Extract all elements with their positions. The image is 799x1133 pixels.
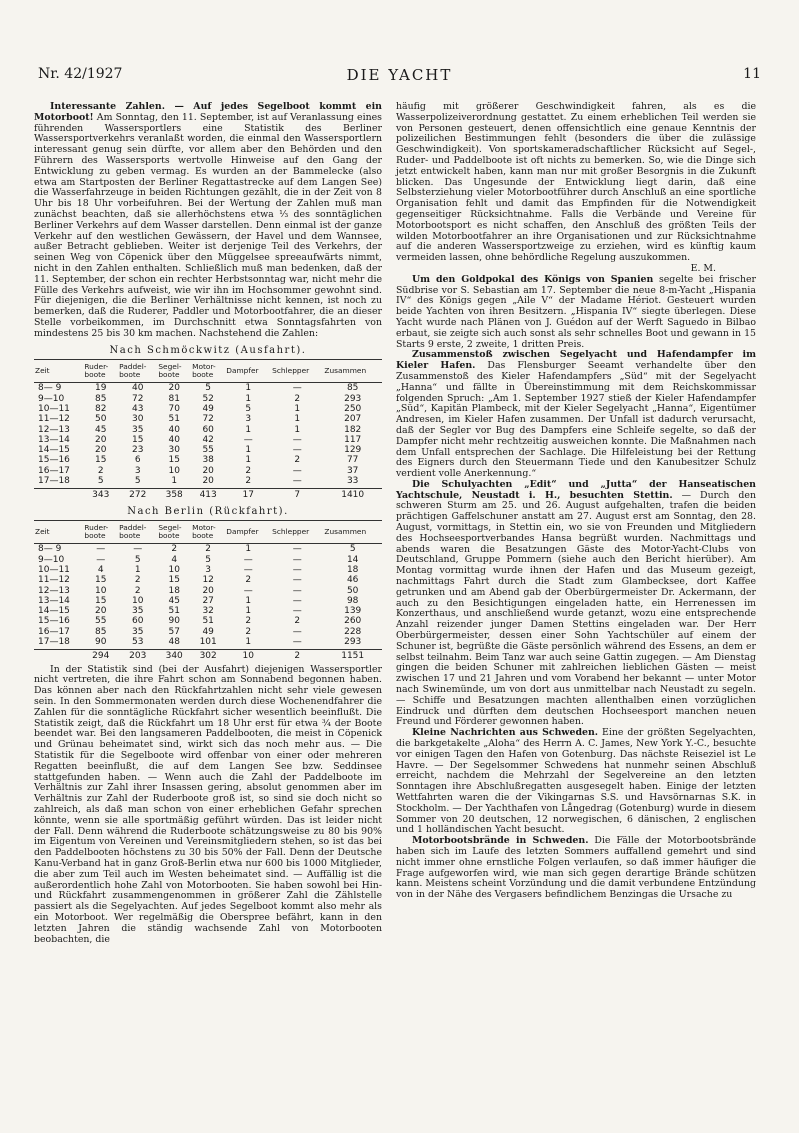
table-cell: 3 <box>245 414 252 425</box>
article-school-yachts <box>396 480 756 728</box>
table-cell: 15 <box>95 455 107 466</box>
table-row <box>34 383 382 394</box>
table-cell: 2 <box>134 585 141 596</box>
column-header: Dampfer <box>225 360 271 383</box>
article-school-yachts-text: — Durch den schweren Sturm am 25. und 26. August aufgehalten, trafen die beiden prächtigen Gaffelschuner anstatt am 27. August erst am Sonntag, den 28. August, vormittags, in Stettin ein, wo sie von Freunden und Mitgliedern des Hochseesportverbandes Hansa begrüßt wurden. Nachmittags und abends waren die Besatzungen Gäste des Motor-Yacht-Clubs von Deutschland, Gruppe Pommern (siehe auch den Bericht hierüber). Am Montag vormittag wurde ihnen der Hafen und das Museum gezeigt, nachmittags Fahrt durch die Stadt zum Glambecksee, dort Kaffee getrunken und am Abend gab der Oberbürgermeister Dr. Ackermann, der auch zu den Besichtigungen eingeladen hatte, ein Herrenessen im Konzerthaus, und anschließend wurde getanzt, wozu eine entsprechende Anzahl reizender junger Damen Stettins eingeladen war. Der Herr Oberbürgermeister, dessen einer Sohn Yachtschüler auf einem der Schuner ist, begrüßte die Gäste persönlich während des Essens, an dem er selbst teilnahm. Beim Tanz war auch seine Gattin zugegen. — Am Dienstag gingen die beiden Schuner mit zahlreichen lieblichen Gästen — meist zwischen 17 und 21 Jahren und vom Vorabend her bekannt — unter Motor nach Swinemünde, um von dort aus unmittelbar nach Neustadt zu segeln. — Schiffe und Besatzungen machten allenthalben einen vorzüglichen Eindruck und dürften dem deutschen Hochseesport manchen neuen Freund und Förderer gewonnen haben. <box>396 489 757 728</box>
table-cell: 3 <box>134 465 141 476</box>
table-cell: 5 <box>134 554 141 565</box>
table-cell: 50 <box>95 414 107 425</box>
table-row <box>34 596 382 606</box>
table-cell: 15—16 <box>38 616 70 627</box>
table-cell: 70 <box>168 403 180 414</box>
table-cell: 2 <box>171 544 178 555</box>
table-cell: — <box>292 476 302 486</box>
table-total-row <box>34 650 382 662</box>
magazine-title: DIE YACHT <box>346 66 453 84</box>
table-cell: 45 <box>168 595 180 606</box>
table-cell: 51 <box>168 606 180 617</box>
table-row <box>34 414 382 424</box>
table-cell: 3 <box>205 564 212 575</box>
table-cell: 10—11 <box>38 403 70 414</box>
table-cell: 1 <box>245 455 252 466</box>
column-header: Ruder- boote <box>83 521 118 544</box>
column-header: Zusammen <box>323 521 382 544</box>
table-cell: 10 <box>132 595 144 606</box>
table-cell: 6 <box>134 455 141 466</box>
article-kiel-collision-text: Das Flensburger Seeamt verhandelte über den Zusammenstoß des Kieler Hafendampfers „Süd“ mit der Segelyacht „Hanna“ und fällte in Übereinstimmung mit dem Reichskommissar folgenden Spruch: „Am 1. September 1927 stieß der Kieler Hafendampfer „Süd“, Kapitän Plambeck, mit der Kieler Segelyacht „Hanna“, Eigentümer Andresen, im Kieler Hafen zusammen. Der Unfall ist dadurch verursacht, daß der Segler vor Bug des Dampfers eine Schleife segelte, so daß der Dampfer nicht mehr rechtzeitig ausweichen konnte. Die Maßnahmen nach dem Unfall entsprechen der Sachlage. Die Hilfeleistung bei der Rettung des Eigners durch den Steuermann Tiede und den Kanubesitzer Schulz verdient volle Anerkennung.“ <box>396 360 756 480</box>
table-cell: 1 <box>245 637 252 648</box>
table-cell: 10—11 <box>38 564 70 575</box>
table-cell: 17—18 <box>38 637 70 648</box>
column-header: Zeit <box>34 521 83 544</box>
table-cell: 2 <box>245 626 252 637</box>
table-cell: 15 <box>95 575 107 586</box>
table-cell: 15 <box>168 455 180 466</box>
table-cell: 38 <box>202 455 214 466</box>
table-cell: 15 <box>132 434 144 445</box>
table-cell: — <box>243 585 253 596</box>
table-cell: 13—14 <box>38 434 70 445</box>
table-cell: — <box>292 564 302 575</box>
table-cell: 14 <box>346 554 359 565</box>
table-cell: 1 <box>245 424 252 435</box>
table-cell: 81 <box>168 393 180 404</box>
table-cell: — <box>292 383 302 394</box>
article-motorboat-fires <box>396 836 756 901</box>
table-cell: 49 <box>202 626 214 637</box>
table-row <box>34 565 382 575</box>
page-number: 11 <box>743 66 761 82</box>
table-cell: 35 <box>132 606 144 617</box>
table-cell: 1 <box>294 424 301 435</box>
table-cell: 12—13 <box>38 424 70 435</box>
table-cell: 101 <box>199 637 217 648</box>
table-cell: 14—15 <box>38 606 70 617</box>
table-cell: 2 <box>205 544 212 555</box>
page-header <box>38 66 761 86</box>
table-total-cell: 343 <box>83 489 118 501</box>
table-cell: 8— 9 <box>38 383 62 394</box>
table-cell: 14—15 <box>38 445 70 456</box>
table-total-cell: 302 <box>191 650 225 662</box>
table-cell: 16—17 <box>38 626 70 637</box>
table-cell: 51 <box>168 414 180 425</box>
table-cell: 13—14 <box>38 595 70 606</box>
table-cell: 2 <box>245 476 252 486</box>
table-row <box>34 606 382 616</box>
article-motorboat-fires-text: Die Fälle der Motorbootsbrände haben sich im Laufe des letzten Sommers auffallend gemehrt und sind nicht immer ohne ernstliche Folgen verlaufen, so daß immer häufiger die Frage aufgeworfen wird, wie man sich gegen derartige Brände schützen kann. Meistens scheint Vorzündung und die damit verbundene Entzündung von in der Nähe des Vergasers befindlichem Benzingas die Ursache zu <box>396 835 756 901</box>
table-total-cell <box>34 489 83 501</box>
table-cell: — <box>243 554 253 565</box>
table-cell: 72 <box>202 414 214 425</box>
table-cell: 1 <box>245 393 252 404</box>
table-cell: 40 <box>168 424 180 435</box>
table-cell: 40 <box>168 434 180 445</box>
column-header: Zusammen <box>323 360 382 383</box>
article-sweden-news-title: Kleine Nachrichten aus Schweden. <box>412 727 599 739</box>
table-cell: 1 <box>245 606 252 617</box>
table-cell: 18 <box>346 564 359 575</box>
table-cell: 2 <box>294 393 301 404</box>
table-cell: 19 <box>95 383 107 394</box>
table-cell: 4 <box>171 554 178 565</box>
author-signature: E. M. <box>690 262 716 274</box>
table-cell: 12 <box>202 575 214 586</box>
table-cell: 260 <box>344 616 362 627</box>
table-total-cell: 10 <box>225 650 271 662</box>
table-cell: 250 <box>344 403 362 414</box>
table-cell: 207 <box>344 414 362 425</box>
article-motorboat-fires-title: Motorbootsbrände in Schweden. <box>412 835 589 847</box>
table-cell: 40 <box>132 383 144 394</box>
table-cell: 49 <box>202 403 214 414</box>
table-cell: 5 <box>205 383 212 394</box>
column-header: Dampfer <box>225 521 271 544</box>
statistics-commentary: In der Statistik sind (bei der Ausfahrt) diejenigen Wassersportler nicht vertreten, die ihre Fahrt schon am Sonnabend begonnen haben. Das können aber nach den Rückfahrtzahlen nicht sehr viele gewesen sein. In den Sommermonaten werden durch diese Wochenendfahrer die Zahlen für die sonntägliche Rückfahrt sicher wesentlich beeinflußt. Die Statistik zeigt, daß die Rückfahrt um 18 Uhr erst für etwa ¾ der Boote beendet war. Bei den langsameren Paddelbooten, die meist in Cöpenick und Grünau beheimatet sind, wirkt sich das noch mehr aus. — Die Statistik für die Segelboote wird offenbar von einer oder mehreren Regatten beeinflußt, die auf dem Langen See bzw. Seddinsee stattgefunden haben. — Wenn auch die Zahl der Paddelboote im Verhältnis zur Zahl ihrer Insassen gering, absolut genommen aber im Verhältnis zur Zahl der Ruderboote groß ist, so sind sie doch nicht so zahlreich, als daß man schon von einer erheblichen Gefahr sprechen könnte, wenn sie alle sportmäßig geführt würden. Das ist leider nicht der Fall. Denn während die Ruderboote schätzungsweise zu 80 bis 90% im Eigentum von Vereinen und Vereinsmitgliedern stehen, so ist das bei den Paddelbooten höchstens zu 30 bis 50% der Fall. Denn der Deutsche Kanu-Verband hat in ganz Groß-Berlin etwa nur 600 bis 1000 Mitglieder, die aber zum Teil auch im Westen beheimatet sind. — Auffällig ist die außerordentlich hohe Zahl von Motorbooten. Sie haben sowohl bei Hin- und Rückfahrt zusammengenommen in größerer Zahl die Zählstelle passiert als die Segelyachten. Auf jedes Segelboot kommt also mehr als ein Motorboot. Wer regelmäßig die Oberspree befährt, kann in den letzten Jahren die ständig wachsende Zahl von Motorbooten beobachten, die <box>34 663 382 945</box>
article-spain-cup-title: Um den Goldpokal des Königs von Spanien <box>412 273 654 285</box>
table-cell: — <box>292 465 302 476</box>
column-header: Schlepper <box>271 521 323 544</box>
table-cell: 1 <box>245 445 252 456</box>
table-cell: 15—16 <box>38 455 70 466</box>
table-outbound <box>34 359 382 500</box>
table2-title: Nach Berlin (Rückfahrt). <box>127 505 289 517</box>
table-row <box>34 586 382 596</box>
article-spain-cup <box>396 275 756 351</box>
table-cell: 30 <box>168 445 180 456</box>
table-cell: 5 <box>349 544 356 555</box>
column-header: Ruder- boote <box>83 360 118 383</box>
column-header: Paddel- boote <box>118 360 157 383</box>
table-cell: 57 <box>168 626 180 637</box>
table-cell: 5 <box>97 476 104 486</box>
table1-title: Nach Schmöckwitz (Ausfahrt). <box>109 344 307 356</box>
table-cell: 77 <box>346 455 359 466</box>
column-header: Zeit <box>34 360 83 383</box>
table-row <box>34 445 382 455</box>
table-total-cell: 7 <box>271 489 323 501</box>
table-cell: 90 <box>168 616 180 627</box>
table-row <box>34 404 382 414</box>
table-cell: 85 <box>95 626 107 637</box>
column-header: Motor- boote <box>191 360 225 383</box>
table-total-cell <box>34 650 83 662</box>
table-cell: 60 <box>202 424 214 435</box>
table-cell: 5 <box>205 554 212 565</box>
table-row <box>34 575 382 585</box>
table-cell: 293 <box>344 393 362 404</box>
table-row <box>34 394 382 404</box>
table-cell: — <box>292 637 302 648</box>
table-total-cell: 2 <box>271 650 323 662</box>
table-cell: 182 <box>344 424 362 435</box>
table-cell: 27 <box>202 595 214 606</box>
table-cell: 51 <box>202 616 214 627</box>
continued-text: häufig mit größerer Geschwindigkeit fahren, als es die Wasserpolizeiverordnung gestattet. Zu einem erheblichen Teil werden sie von Personen gesteuert, denen offensichtlich eine genaue Kenntnis der polizeilichen Bestimmungen fehlt (besonders die über die zulässige Geschwindigkeit). Von sportskameradschaftlicher Rücksicht auf Segel-, Ruder- und Paddelboote ist oft nichts zu bemerken. So, wie die Dinge sich jetzt entwickelt haben, kann man nur mit großer Besorgnis in die Zukunft blicken. Das Ungesunde der Entwicklung liegt darin, daß eine Selbsterziehung vieler Motorbootführer durch Anschluß an eine sportliche Organisation fehlt und damit das Empfinden für die Notwendigkeit gegenseitiger Rücksichtnahme. Falls die Verbände und Vereine für Motorbootsport es nicht schaffen, den Anschluß des größten Teils der wilden Motorbootfahrer an ihre Organisationen und zur Rücksichtnahme auf die anderen Wassersportzweige zu erziehen, wird es künftig kaum vermeiden lassen, ohne behördliche Regelung auszukommen. <box>396 101 756 264</box>
table-row <box>34 466 382 476</box>
table-cell: 46 <box>346 575 359 586</box>
table-cell: — <box>292 554 302 565</box>
table-cell: — <box>292 445 302 456</box>
table-row <box>34 555 382 565</box>
table-cell: — <box>96 544 106 555</box>
table-cell: 17—18 <box>38 476 70 486</box>
table-cell: 8— 9 <box>38 544 62 555</box>
table-cell: 35 <box>132 424 144 435</box>
table-cell: 228 <box>344 626 362 637</box>
table-cell: 48 <box>168 637 180 648</box>
column-header: Paddel- boote <box>118 521 157 544</box>
table-cell: 60 <box>132 616 144 627</box>
table-cell: 20 <box>95 434 107 445</box>
table-cell: 90 <box>95 637 107 648</box>
table-cell: 18 <box>168 585 180 596</box>
table-cell: 20 <box>202 585 214 596</box>
table-cell: 1 <box>245 595 252 606</box>
table-cell: 15 <box>168 575 180 586</box>
table-cell: — <box>243 564 253 575</box>
table-total-cell: 358 <box>157 489 191 501</box>
table-cell: 129 <box>344 445 362 456</box>
table-header-row <box>34 360 382 383</box>
table-row <box>34 637 382 650</box>
table-cell: 2 <box>134 575 141 586</box>
table-cell: 2 <box>245 616 252 627</box>
table-cell: 1 <box>134 564 141 575</box>
table-total-cell: 17 <box>225 489 271 501</box>
table-row <box>34 627 382 637</box>
table-cell: — <box>292 595 302 606</box>
table-cell: 55 <box>202 445 214 456</box>
right-column <box>396 102 756 901</box>
table-cell: 33 <box>346 476 359 486</box>
table-cell: 4 <box>97 564 104 575</box>
table-cell: 139 <box>344 606 362 617</box>
table-cell: 20 <box>95 606 107 617</box>
table-cell: 37 <box>346 465 359 476</box>
table-cell: 52 <box>202 393 214 404</box>
table-cell: 43 <box>132 403 144 414</box>
table-total-cell: 1151 <box>323 650 382 662</box>
table-row <box>34 544 382 555</box>
article-sweden-news-text: Eine der größten Segelyachten, die barkgetakelte „Aloha“ des Herrn A. C. James, New York Y.-C., besuchte vor einigen Tagen den Hafen von Gotenburg. Das nächste Reiseziel ist Le Havre. — Der Segelsommer Schwedens hat nunmehr seinen Abschluß erreicht, nachdem die Mehrzahl der Segelvereine an den letzten Sonntagen ihre Abschlußregatten ausgesegelt haben. Einige der letzten Wettfahrten waren die der Vikingarnas S.S. und Havsörnarnas S.K. in Stockholm. — Der Yachthafen von Långedrag (Gotenburg) wurde in diesem Sommer von 20 deutschen, 12 norwegischen, 6 dänischen, 2 englischen und 1 holländischen Yacht besucht. <box>396 727 757 836</box>
table-cell: 1 <box>245 383 252 394</box>
table-total-cell: 413 <box>191 489 225 501</box>
table-cell: 10 <box>95 585 107 596</box>
column-header: Segel- boote <box>157 521 191 544</box>
table-cell: 1 <box>294 403 301 414</box>
table-cell: 11—12 <box>38 414 70 425</box>
table-cell: 42 <box>202 434 214 445</box>
table-total-cell: 272 <box>118 489 157 501</box>
table-cell: 20 <box>202 465 214 476</box>
intro-text: Am Sonntag, den 11. September, ist auf Veranlassung eines führenden Wassersportlers eine Statistik des Berliner Wassersportverkehrs veranlaßt worden, die einmal den Wassersportlern interessant genug sein dürfte, vor allem aber den Behörden und den Führern des Wassersports wertvolle Hinweise auf den Gang der Entwicklung zu geben vermag. Es wurden an der Bammelecke (also etwa am Startposten der Berliner Regattastrecke auf dem Langen See) die Wasserfahrzeuge in beiden Richtungen gezählt, die in der Zeit von 8 Uhr bis 18 Uhr vorbeifuhren. Bei der Wertung der Zahlen muß man zunächst beachten, daß sie allerhöchstens etwa ⅓ des sonntäglichen Berliner Verkehrs auf dem Wasser darstellen. Denn einmal ist der ganze Verkehr auf den westlichen Gewässern, der Havel und dem Wannsee, außer Betracht geblieben. Weiter ist derjenige Teil des Verkehrs, der seinen Weg von Cöpenick über den Müggelsee spreeaufwärts nimmt, nicht in den Zahlen enthalten. Schließlich muß man bedenken, daß der 11. September, der schon ein rechter Herbstsonntag war, nicht mehr die Fülle des Verkehrs aufweist, wie wir ihn im Hochsommer gewohnt sind. Für diejenigen, die die Berliner Verhältnisse nicht kennen, ist noch zu bemerken, daß die Ruderer, Paddler und Motorbootfahrer, die an dieser Stelle vorbeikommen, im Durchschnitt etwa Sonntagsfahrten von mindestens 25 bis 30 km machen. Nachstehend die Zahlen: <box>34 111 382 339</box>
article-school-yachts-title: Die Schulyachten „Edit“ und „Jutta“ der Hanseatischen Yachtschule, Neustadt i. H., besuchten Stettin. <box>396 478 756 501</box>
table-row <box>34 425 382 435</box>
table-cell: 85 <box>95 393 107 404</box>
table-row <box>34 616 382 626</box>
table-cell: — <box>96 554 106 565</box>
table-cell: 20 <box>95 445 107 456</box>
table-cell: 72 <box>132 393 144 404</box>
table-cell: 2 <box>245 575 252 586</box>
table-cell: 11—12 <box>38 575 70 586</box>
table-cell: 1 <box>294 414 301 425</box>
table-cell: — <box>292 544 302 555</box>
table-cell: 35 <box>132 626 144 637</box>
table-cell: 32 <box>202 606 214 617</box>
table-cell: 85 <box>346 383 359 394</box>
article-sweden-news <box>396 728 756 836</box>
table-cell: 1 <box>245 544 252 555</box>
table-cell: 30 <box>132 414 144 425</box>
issue-number: Nr. 42/1927 <box>38 66 123 82</box>
table-cell: 16—17 <box>38 465 70 476</box>
table-cell: 50 <box>346 585 359 596</box>
table-cell: 98 <box>346 595 359 606</box>
table-return <box>34 520 382 661</box>
table-cell: — <box>292 585 302 596</box>
column-header: Motor- boote <box>191 521 225 544</box>
table-cell: 293 <box>344 637 362 648</box>
table-cell: 9—10 <box>38 393 65 404</box>
table-total-cell: 294 <box>83 650 118 662</box>
table-cell: — <box>292 575 302 586</box>
intro-paragraph <box>34 102 382 340</box>
table-total-cell: 340 <box>157 650 191 662</box>
table-cell: — <box>292 626 302 637</box>
table-cell: 20 <box>202 476 214 486</box>
table-row <box>34 476 382 489</box>
table-cell: — <box>292 606 302 617</box>
table-row <box>34 435 382 445</box>
table-cell: 5 <box>245 403 252 414</box>
column-header: Segel- boote <box>157 360 191 383</box>
article-kiel-collision-title: Zusammenstoß zwischen Segelyacht und Hafendampfer im Kieler Hafen. <box>396 349 756 372</box>
table-cell: 82 <box>95 403 107 414</box>
table-total-cell: 1410 <box>323 489 382 501</box>
table-row <box>34 455 382 465</box>
table-cell: — <box>133 544 143 555</box>
table-cell: 10 <box>168 564 180 575</box>
table-cell: 55 <box>95 616 107 627</box>
table-total-cell: 203 <box>118 650 157 662</box>
table-cell: 2 <box>97 465 104 476</box>
table-cell: 10 <box>168 465 180 476</box>
table-cell: 2 <box>294 455 301 466</box>
table-total-row <box>34 489 382 501</box>
article-kiel-collision <box>396 350 756 480</box>
table-cell: 15 <box>95 595 107 606</box>
table-cell: 117 <box>344 434 362 445</box>
table-cell: 45 <box>95 424 107 435</box>
table-cell: — <box>243 434 253 445</box>
table-cell: 9—10 <box>38 554 65 565</box>
table-cell: 12—13 <box>38 585 70 596</box>
column-header: Schlepper <box>271 360 323 383</box>
table-cell: 20 <box>168 383 180 394</box>
table-header-row <box>34 521 382 544</box>
table-cell: 5 <box>134 476 141 486</box>
intro-title: Interessante Zahlen. — Auf jedes Segelboot kommt ein Motorboot! <box>34 101 382 123</box>
table-cell: 1 <box>171 476 178 486</box>
table-cell: 53 <box>132 637 144 648</box>
left-column <box>34 102 382 945</box>
table-cell: 2 <box>245 465 252 476</box>
table-cell: 2 <box>294 616 301 627</box>
article-spain-cup-text: segelte bei frischer Südbrise vor S. Sebastian am 17. September die neue 8-m-Yacht „Hispania IV“ des Königs gegen „Aile V“ der Madame Hériot. Gesteuert wurden beide Yachten von ihren Besitzern. „Hispania IV“ siegte überlegen. Diese Yacht wurde nach Plänen von J. Guédon auf der Werft Saguedo in Bilbao erbaut, sie zeigte sich auch sonst als sehr schnelles Boot und gewann in 15 Starts 9 erste, 2 zweite, 1 dritten Preis. <box>396 273 757 350</box>
table-cell: 23 <box>132 445 144 456</box>
table-cell: — <box>292 434 302 445</box>
